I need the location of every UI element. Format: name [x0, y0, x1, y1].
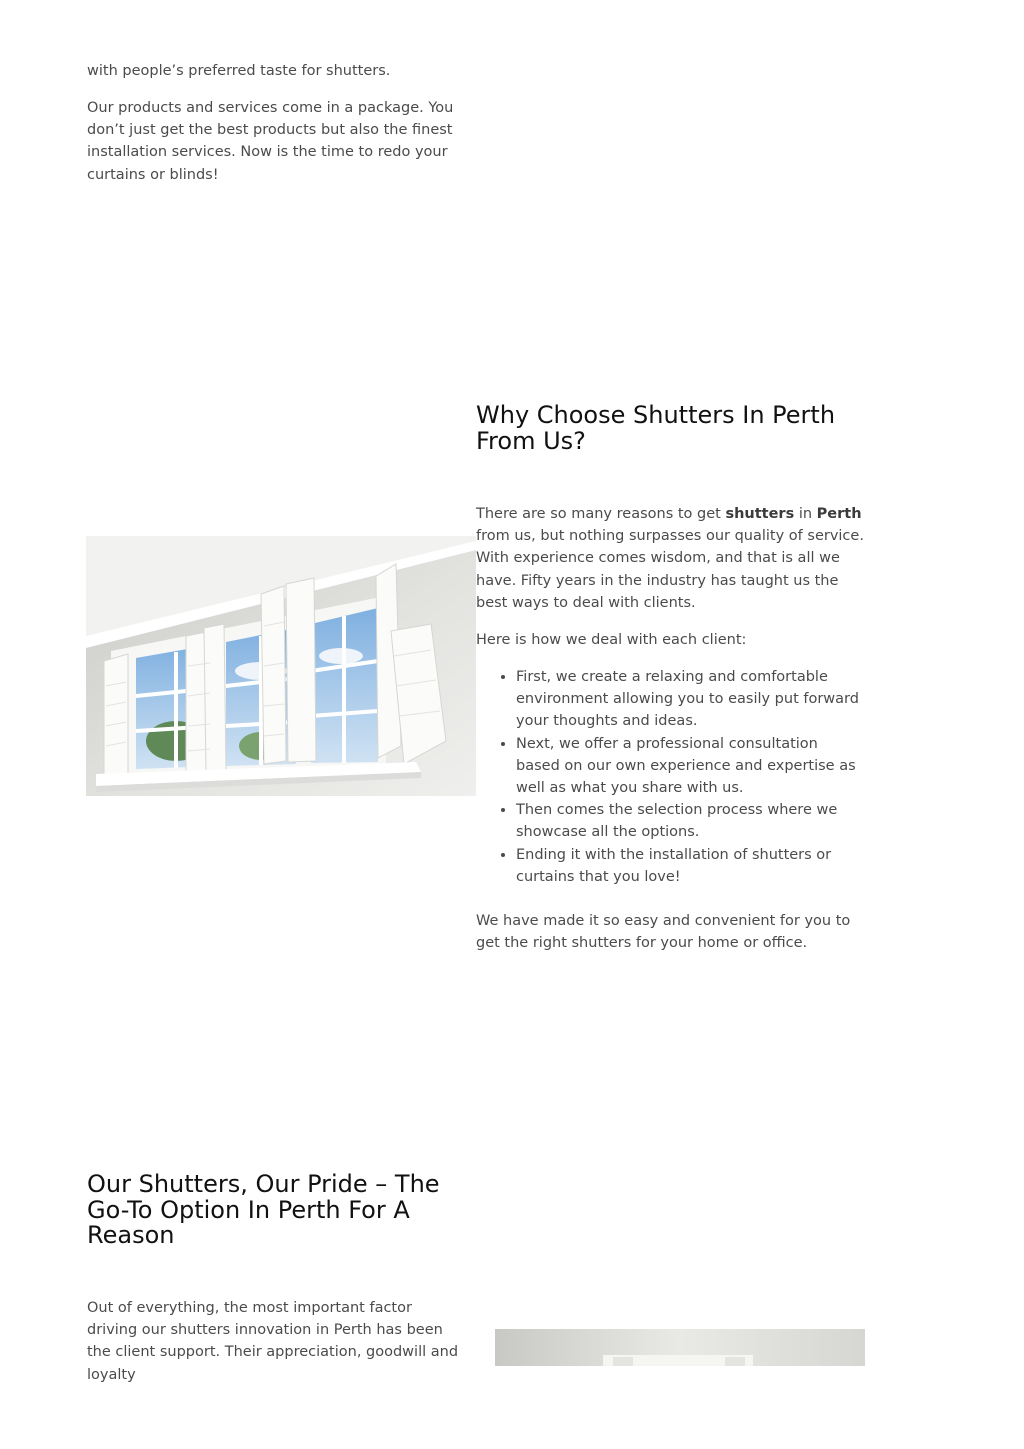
client-steps-list [476, 666, 866, 888]
keyword-shutters: shutters [725, 506, 795, 522]
why-text-start: There are so many reasons to get [476, 506, 726, 522]
why-choose-heading: Why Choose Shutters In Perth From Us? [476, 401, 836, 455]
shutters-window-photo [86, 536, 476, 796]
why-text-mid: in [794, 506, 817, 522]
list-item: • Ending it with the installation of shutters or curtains that you love! [516, 844, 866, 888]
list-item: • Next, we offer a professional consultation based on our own experience and expertise as well as what you share with us. [516, 733, 866, 800]
client-intro-paragraph: Here is how we deal with each client: [476, 632, 747, 648]
closing-paragraph: We have made it so easy and convenient for you to get the right shutters for your home or office. [476, 913, 851, 952]
pride-heading: Our Shutters, Our Pride – The Go-To Option In Perth For A Reason [87, 1170, 440, 1249]
list-item: • First, we create a relaxing and comfortable environment allowing you to easily put forward your thoughts and ideas. [516, 666, 866, 733]
room-photo [495, 1329, 865, 1366]
list-item: • Then comes the selection process where we showcase all the options. [516, 799, 866, 843]
why-choose-paragraph [476, 503, 866, 614]
intro-line: with people’s preferred taste for shutters. [87, 63, 391, 79]
keyword-perth: Perth [816, 506, 862, 522]
pride-paragraph: Out of everything, the most important factor driving our shutters innovation in Perth has been the client support. Their appreciation, goodwill and loyalty [87, 1300, 459, 1383]
package-paragraph: Our products and services come in a package. You don’t just get the best products but also the finest installation services. Now is the time to redo your curtains or blinds! [87, 100, 454, 183]
why-text-end: from us, but nothing surpasses our quality of service. With experience comes wisdom, and that is all we have. Fifty years in the industry has taught us the best ways to deal with clients. [476, 528, 864, 611]
